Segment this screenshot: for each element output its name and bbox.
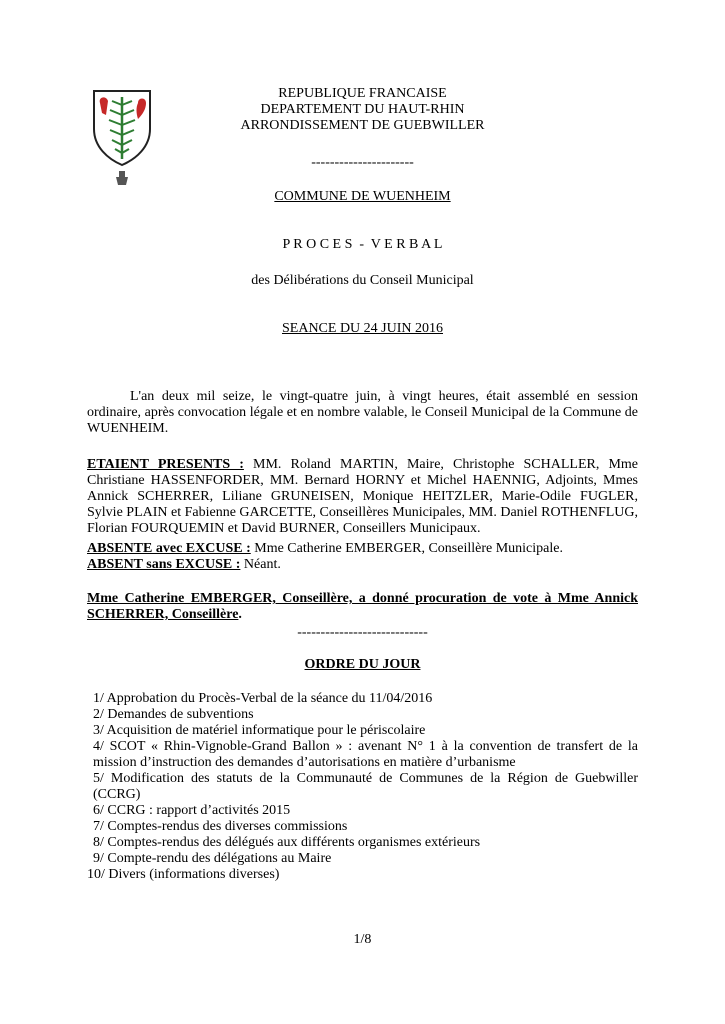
agenda-item: 2/ Demandes de subventions xyxy=(93,707,254,722)
attendance-excused xyxy=(87,541,638,557)
agenda-item: 9/ Compte-rendu des délégations au Maire xyxy=(93,851,332,866)
session-date: SEANCE DU 24 JUIN 2016 xyxy=(282,321,443,336)
section-separator: ---------------------------- xyxy=(297,625,428,640)
agenda-item: 6/ CCRG : rapport d’activités 2015 xyxy=(93,803,291,818)
excused-text: Mme Catherine EMBERGER, Conseillère Municipale. xyxy=(250,541,563,556)
absent-label: ABSENT sans EXCUSE : xyxy=(87,557,241,572)
agenda-item: 8/ Comptes-rendus des délégués aux différents organismes extérieurs xyxy=(93,835,481,850)
header-republic: REPUBLIQUE FRANCAISE xyxy=(278,86,447,101)
document-type: P R O C E S - V E R B A L xyxy=(282,237,443,252)
agenda-list xyxy=(87,691,638,883)
agenda-item: 3/ Acquisition de matériel informatique pour le périscolaire xyxy=(93,723,426,738)
header-arrondissement: ARRONDISSEMENT DE GUEBWILLER xyxy=(240,118,485,133)
agenda-item: 10/ Divers (informations diverses) xyxy=(87,867,280,882)
agenda-title: ORDRE DU JOUR xyxy=(304,657,421,672)
excused-label: ABSENTE avec EXCUSE : xyxy=(87,541,251,556)
attendance-absent xyxy=(87,557,638,573)
page-number: 1/8 xyxy=(353,932,372,947)
present-text: MM. Roland MARTIN, Maire, Christophe SCHALLER, Mme Christiane HASSENFORDER, MM. Bernard HORNY et Michel HAENNIG, Adjoints, Mmes Annick SCHERRER, Liliane GRUNEISEN, Monique HEITZLER, Marie-Odile FUGLER, Sylvie PLAIN et Fabienne GARCETTE, Conseillères Municipales, MM. Daniel ROTHENFLUG, Florian FOURQUEMIN et David BURNER, Conseillers Municipaux. xyxy=(87,457,638,536)
header-department: DEPARTEMENT DU HAUT-RHIN xyxy=(260,102,465,117)
agenda-item-text: 4/ SCOT « Rhin-Vignoble-Grand Ballon » : avenant N° 1 à la convention de transfert de la mission d’instruction des demandes d’autorisations en matière d’urbanisme xyxy=(93,739,638,770)
attendance-present xyxy=(87,457,638,537)
agenda-item xyxy=(87,739,638,771)
agenda-item: 7/ Comptes-rendus des diverses commissions xyxy=(93,819,348,834)
absent-text: Néant. xyxy=(240,557,281,572)
proxy-statement xyxy=(87,591,638,623)
agenda-item: 5/ Modification des statuts de la Communauté de Communes de la Région de Guebwiller (CCRG) xyxy=(93,771,638,802)
commune-title: COMMUNE DE WUENHEIM xyxy=(274,189,451,204)
agenda-item: 1/ Approbation du Procès-Verbal de la séance du 11/04/2016 xyxy=(93,691,433,706)
proxy-end: . xyxy=(238,607,242,622)
proxy-text: Mme Catherine EMBERGER, Conseillère, a donné procuration de vote à Mme Annick SCHERRER, Conseillère xyxy=(87,591,638,622)
intro-paragraph: L'an deux mil seize, le vingt-quatre juin, à vingt heures, était assemblé en session ordinaire, après convocation légale et en nombre valable, le Conseil Municipal de la Commune de WUENHEIM. xyxy=(87,389,638,436)
header-separator: ---------------------- xyxy=(311,155,414,170)
document-subtitle: des Délibérations du Conseil Municipal xyxy=(251,273,474,288)
present-label: ETAIENT PRESENTS : xyxy=(87,457,244,472)
